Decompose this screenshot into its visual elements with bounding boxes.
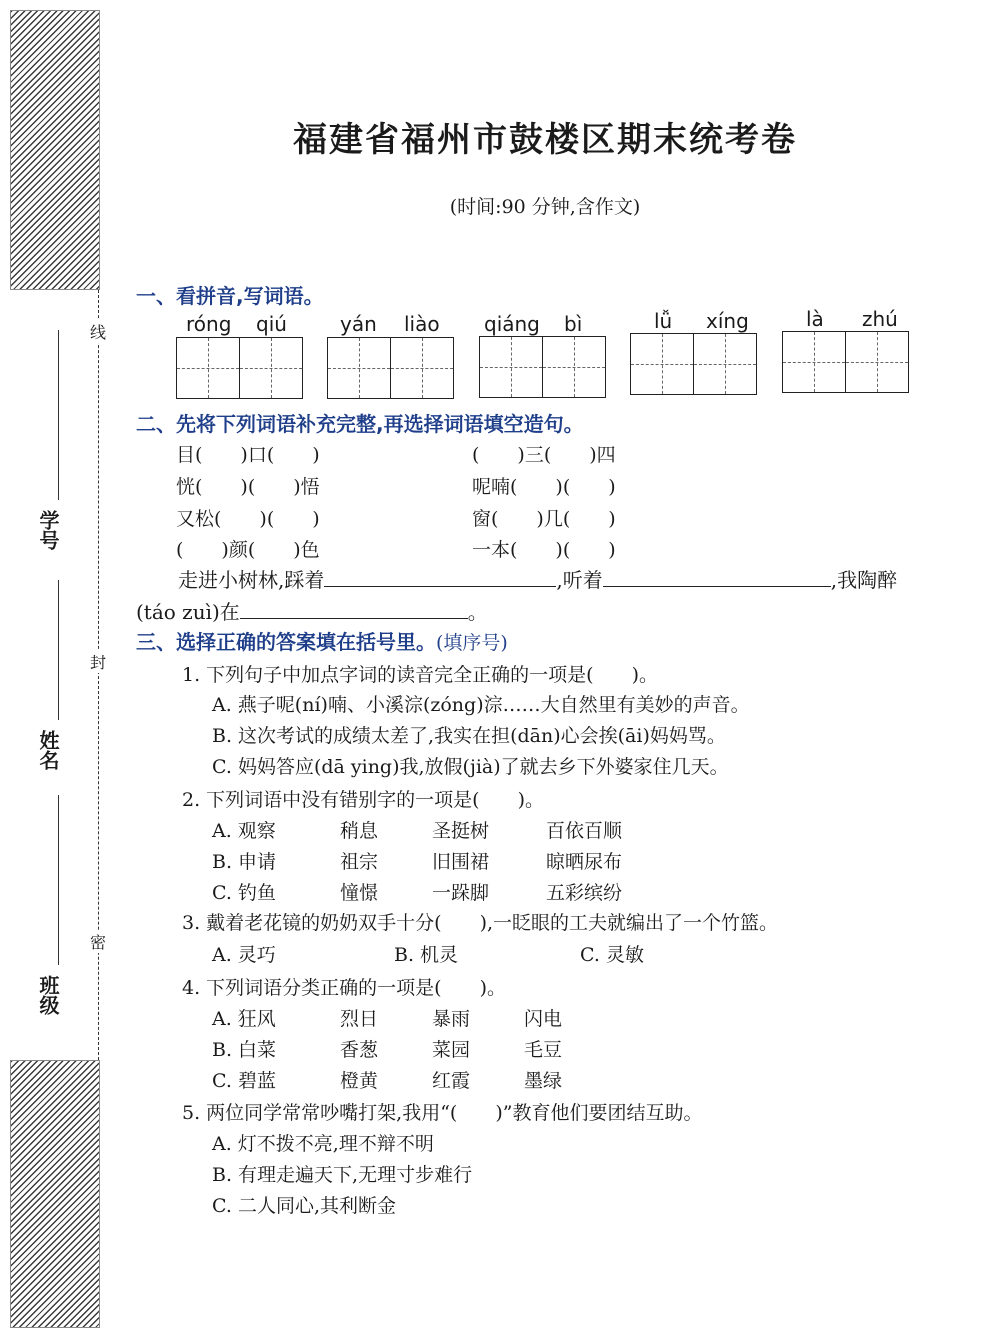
option-word: 橙黄 (340, 1070, 379, 1092)
pinyin: róng (186, 312, 232, 336)
idiom-left: 又松( )( ) (176, 508, 320, 530)
question: 1. 下列句子中加点字词的读音完全正确的一项是( )。 (182, 664, 658, 686)
option: A. 观察 (212, 820, 276, 842)
option: C. 碧蓝 (212, 1070, 276, 1092)
question: 5. 两位同学常常吵嘴打架,我用“( )”教育他们要团结互助。 (182, 1102, 703, 1124)
option: C. 灵敏 (580, 944, 644, 966)
idiom-right: 一本( )( ) (472, 539, 616, 561)
sentence2-start: (táo zuì)在 (136, 600, 240, 624)
option: B. 有理走遍天下,无理寸步难行 (212, 1164, 473, 1186)
field-name-label: 姓名 (36, 730, 60, 770)
question: 3. 戴着老花镜的奶奶双手十分( ),一眨眼的工夫就编出了一个竹篮。 (182, 912, 779, 934)
option-word: 五彩缤纷 (546, 882, 623, 904)
section3-note: (填序号) (436, 632, 508, 654)
question: 2. 下列词语中没有错别字的一项是( )。 (182, 789, 544, 811)
pinyin: zhú (862, 307, 898, 331)
section3-heading (136, 626, 508, 655)
option: C. 钓鱼 (212, 882, 276, 904)
option-word: 一跺脚 (432, 882, 490, 904)
option-word: 稍息 (340, 820, 379, 842)
fill-blank[interactable] (324, 566, 556, 587)
section2-heading: 二、先将下列词语补充完整,再选择词语填空造句。 (136, 412, 584, 436)
option-word: 晾晒尿布 (546, 851, 623, 873)
option: C. 妈妈答应(dā ying)我,放假(jià)了就去乡下外婆家住几天。 (212, 756, 729, 778)
option-word: 圣挺树 (432, 820, 490, 842)
option-word: 憧憬 (340, 882, 379, 904)
question: 4. 下列词语分类正确的一项是( )。 (182, 977, 506, 999)
field-student-id-line[interactable] (58, 330, 59, 500)
section1-heading: 一、看拼音,写词语。 (136, 284, 324, 308)
fill-blank[interactable] (240, 598, 468, 619)
idiom-left: 恍( )( )悟 (176, 476, 320, 498)
pinyin: qiú (256, 312, 287, 336)
option: B. 机灵 (394, 944, 459, 966)
option: C. 二人同心,其利断金 (212, 1195, 396, 1217)
option-word: 红霞 (432, 1070, 471, 1092)
field-class-line[interactable] (58, 795, 59, 965)
pinyin: lǚ (654, 309, 673, 333)
option-word: 烈日 (340, 1008, 379, 1030)
pinyin: xíng (706, 309, 749, 333)
option-word: 祖宗 (340, 851, 379, 873)
idiom-left: 目( )口( ) (176, 444, 320, 466)
page-title: 福建省福州市鼓楼区期末统考卷 (293, 120, 797, 160)
option: A. 狂风 (212, 1008, 276, 1030)
sentence2-end: 。 (467, 600, 488, 624)
pinyin: là (806, 307, 824, 331)
field-class-label: 班级 (36, 975, 60, 1015)
option: A. 灵巧 (212, 944, 276, 966)
option: B. 白菜 (212, 1039, 277, 1061)
writing-grid[interactable] (479, 336, 606, 398)
option: B. 申请 (212, 851, 277, 873)
idiom-right: ( )三( )四 (472, 444, 616, 466)
option-word: 闪电 (524, 1008, 563, 1030)
option-word: 毛豆 (524, 1039, 563, 1061)
seal-char-seal: 封 (90, 650, 106, 673)
option-word: 墨绿 (524, 1070, 563, 1092)
idiom-left: ( )颜( )色 (176, 539, 320, 561)
sentence-start: 走进小树林,踩着 (178, 568, 325, 592)
idiom-right: 窗( )几( ) (472, 508, 616, 530)
field-name-line[interactable] (58, 580, 59, 720)
fill-blank[interactable] (603, 566, 831, 587)
option-word: 菜园 (432, 1039, 471, 1061)
sentence-end: ,我陶醉 (830, 568, 898, 592)
option: B. 这次考试的成绩太差了,我实在担(dān)心会挨(āi)妈妈骂。 (212, 725, 726, 747)
option-word: 暴雨 (432, 1008, 471, 1030)
fill-sentence-2 (136, 596, 488, 625)
pinyin: bì (564, 312, 583, 336)
section3-heading-text: 三、选择正确的答案填在括号里。 (136, 630, 436, 654)
writing-grid[interactable] (327, 337, 454, 399)
sentence-mid: ,听着 (556, 568, 603, 592)
option-word: 旧围裙 (432, 851, 490, 873)
pinyin: qiáng (484, 312, 540, 336)
writing-grid[interactable] (782, 331, 909, 393)
option: A. 燕子呢(ní)喃、小溪淙(zóng)淙……大自然里有美妙的声音。 (212, 694, 750, 716)
option-word: 香葱 (340, 1039, 379, 1061)
option: A. 灯不拨不亮,理不辩不明 (212, 1133, 434, 1155)
idiom-right: 呢喃( )( ) (472, 476, 616, 498)
writing-grid[interactable] (630, 333, 757, 395)
field-student-id-label: 学号 (36, 510, 60, 550)
writing-grid[interactable] (176, 337, 303, 399)
fill-sentence (178, 564, 897, 593)
option-word: 百依百顺 (546, 820, 623, 842)
binding-hatch-bottom (10, 1060, 100, 1328)
seal-char-line: 线 (90, 320, 106, 343)
pinyin: yán (340, 312, 377, 336)
seal-char-secret: 密 (90, 930, 106, 953)
page-subtitle: (时间:90 分钟,含作文) (449, 196, 641, 218)
pinyin: liào (404, 312, 440, 336)
